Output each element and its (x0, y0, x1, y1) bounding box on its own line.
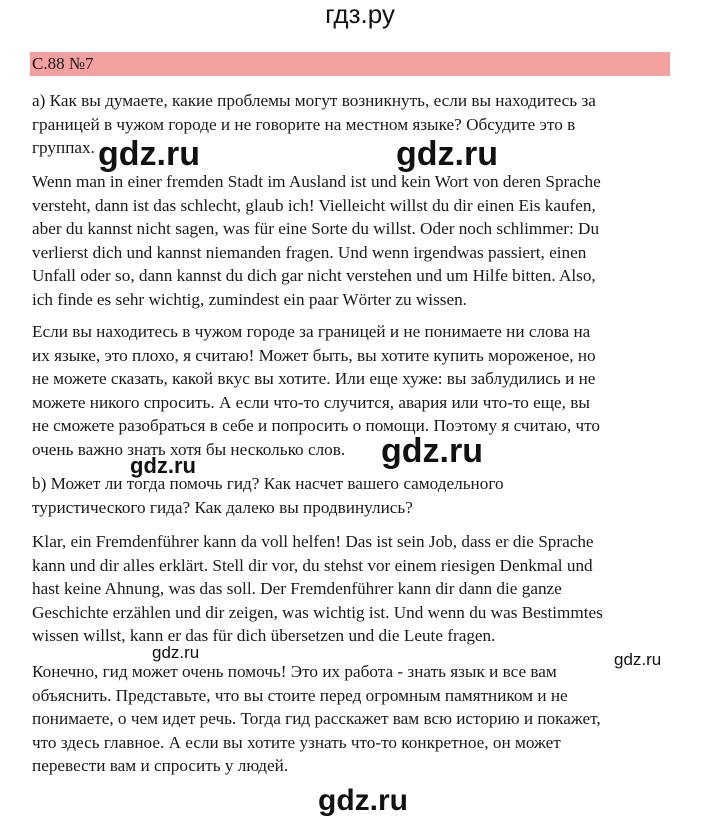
text-line: hast keine Ahnung, was das soll. Der Fremdenführer kann dir dann die ganze (32, 579, 562, 598)
footer-watermark: gdz.ru (318, 784, 408, 817)
text-line: перевести вам и спросить у людей. (32, 756, 289, 775)
text-line: не сможете разобраться в себе и попросить о помощи. Поэтому я считаю, что (32, 416, 601, 435)
text-line: не можете сказать, какой вкус вы хотите. Или еще хуже: вы заблудились и не (32, 369, 596, 388)
text-line: что здесь главное. А если вы хотите узнать что-то конкретное, он может (32, 732, 561, 752)
text-line: туристического гида? Как далеко вы продвинулись? (32, 497, 413, 517)
text-line: группах. (32, 138, 95, 157)
text-line: Если вы находитесь в чужом городе за границей и не понимаете ни слова на (32, 322, 591, 341)
text-line: wissen willst, kann er das für dich übersetzen und die Leute fragen. (32, 626, 496, 645)
text-line: b) Может ли тогда помочь гид? Как насчет вашего самодельного (32, 474, 504, 493)
task-b-question (32, 472, 672, 519)
text-line: можете никого спросить. А если что-то случится, авария или что-то еще, вы (32, 392, 590, 412)
watermark: gdz.ru (381, 432, 483, 470)
text-line: границей в чужом городе и не говорите на местном языке? Обсудите это в (32, 114, 576, 134)
text-line: их языке, это плохо, я считаю! Может быть, вы хотите купить мороженое, но (32, 345, 596, 365)
text-line: Wenn man in einer fremden Stadt im Ausland ist und kein Wort von deren Sprache (32, 172, 601, 191)
answer-a-russian (32, 320, 672, 461)
exercise-label: С.88 №7 (32, 54, 94, 73)
text-line: Конечно, гид может очень помочь! Это их работа - знать язык и все вам (32, 662, 557, 681)
answer-b-german (32, 530, 672, 648)
text-line: versteht, dann ist das schlecht, glaub ich! Vielleicht willst du dir einen Eis kaufen, (32, 195, 596, 215)
answer-a-german (32, 170, 672, 311)
watermark: gdz.ru (614, 650, 662, 669)
watermark: gdz.ru (396, 135, 498, 173)
text-line: объяснить. Представьте, что вы стоите перед огромным памятником и не (32, 685, 568, 705)
text-line: ich finde es sehr wichtig, zumindest ein paar Wörter zu wissen. (32, 289, 467, 309)
text-line: очень важно знать хотя бы несколько слов. (32, 439, 346, 459)
text-line: Geschichte erzählen und dir zeigen, was wichtig ist. Und wenn du was Bestimmtes (32, 602, 603, 622)
text-line: aber du kannst nicht sagen, was für eine Sorte du willst. Oder noch schlimmer: Du (32, 219, 600, 238)
text-line: понимаете, о чем идет речь. Тогда гид расскажет вам всю историю и покажет, (32, 709, 601, 728)
text-line: verlierst dich und kannst niemanden fragen. Und wenn irgendwas passiert, einen (32, 242, 587, 262)
watermark: gdz.ru (152, 643, 200, 662)
text-line: а) Как вы думаете, какие проблемы могут возникнуть, если вы находитесь за (32, 91, 596, 110)
site-title: гдз.ру (325, 0, 395, 29)
text-line: kann und dir alles erklärt. Stell dir vor, du stehst vor einem riesigen Denkmal und (32, 555, 593, 575)
watermark: gdz.ru (98, 135, 200, 173)
watermark: gdz.ru (130, 453, 196, 478)
exercise-header (30, 52, 670, 76)
text-line: Unfall oder so, dann kannst du dich gar nicht verstehen und um Hilfe bitten. Also, (32, 266, 596, 285)
text-line: Klar, ein Fremdenführer kann da voll helfen! Das ist sein Job, dass er die Sprache (32, 532, 594, 551)
answer-b-russian (32, 660, 672, 778)
